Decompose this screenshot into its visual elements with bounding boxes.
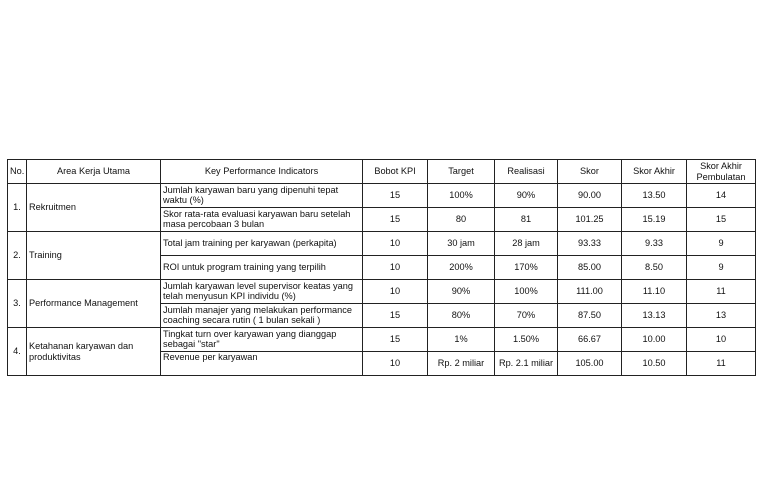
skor-cell: 105.00 — [558, 352, 622, 376]
skor-akhir-cell: 10.00 — [622, 328, 687, 352]
kpi-cell: Jumlah karyawan level supervisor keatas yang telah menyusun KPI individu (%) — [161, 280, 363, 304]
row-number: 4. — [8, 328, 27, 376]
skor-akhir-cell: 13.50 — [622, 184, 687, 208]
header-target: Target — [428, 160, 495, 184]
target-cell: 30 jam — [428, 232, 495, 256]
header-realisasi: Realisasi — [495, 160, 558, 184]
kpi-table — [7, 159, 756, 376]
row-number: 1. — [8, 184, 27, 232]
table-row — [8, 232, 756, 256]
target-cell: 90% — [428, 280, 495, 304]
pembulatan-cell: 13 — [687, 304, 756, 328]
realisasi-cell: 81 — [495, 208, 558, 232]
kpi-cell: Jumlah karyawan baru yang dipenuhi tepat waktu (%) — [161, 184, 363, 208]
pembulatan-cell: 11 — [687, 280, 756, 304]
row-number: 2. — [8, 232, 27, 280]
area-cell: Rekruitmen — [27, 184, 161, 232]
target-cell: 200% — [428, 256, 495, 280]
header-area: Area Kerja Utama — [27, 160, 161, 184]
realisasi-cell: 100% — [495, 280, 558, 304]
skor-cell: 85.00 — [558, 256, 622, 280]
target-cell: Rp. 2 miliar — [428, 352, 495, 376]
pembulatan-cell: 11 — [687, 352, 756, 376]
header-skor-akhir: Skor Akhir — [622, 160, 687, 184]
kpi-cell: Total jam training per karyawan (perkapita) — [161, 232, 363, 256]
realisasi-cell: Rp. 2.1 miliar — [495, 352, 558, 376]
target-cell: 1% — [428, 328, 495, 352]
header-skor: Skor — [558, 160, 622, 184]
table-row — [8, 280, 756, 304]
bobot-cell: 15 — [363, 208, 428, 232]
bobot-cell: 15 — [363, 328, 428, 352]
skor-cell: 66.67 — [558, 328, 622, 352]
realisasi-cell: 28 jam — [495, 232, 558, 256]
header-skor-akhir-pembulatan: Skor Akhir Pembulatan — [687, 160, 756, 184]
realisasi-cell: 90% — [495, 184, 558, 208]
row-number: 3. — [8, 280, 27, 328]
table-row — [8, 328, 756, 352]
target-cell: 100% — [428, 184, 495, 208]
target-cell: 80% — [428, 304, 495, 328]
kpi-cell: Skor rata-rata evaluasi karyawan baru setelah masa percobaan 3 bulan — [161, 208, 363, 232]
pembulatan-cell: 15 — [687, 208, 756, 232]
pembulatan-cell: 9 — [687, 232, 756, 256]
pembulatan-cell: 9 — [687, 256, 756, 280]
target-cell: 80 — [428, 208, 495, 232]
bobot-cell: 15 — [363, 304, 428, 328]
skor-akhir-cell: 13.13 — [622, 304, 687, 328]
header-no: No. — [8, 160, 27, 184]
bobot-cell: 10 — [363, 256, 428, 280]
bobot-cell: 10 — [363, 232, 428, 256]
skor-akhir-cell: 8.50 — [622, 256, 687, 280]
skor-cell: 87.50 — [558, 304, 622, 328]
pembulatan-cell: 14 — [687, 184, 756, 208]
bobot-cell: 10 — [363, 352, 428, 376]
area-cell: Ketahanan karyawan dan produktivitas — [27, 328, 161, 376]
skor-akhir-cell: 11.10 — [622, 280, 687, 304]
pembulatan-cell: 10 — [687, 328, 756, 352]
header-bobot: Bobot KPI — [363, 160, 428, 184]
header-kpi: Key Performance Indicators — [161, 160, 363, 184]
area-cell: Performance Management — [27, 280, 161, 328]
kpi-cell: ROI untuk program training yang terpilih — [161, 256, 363, 280]
bobot-cell: 10 — [363, 280, 428, 304]
area-cell: Training — [27, 232, 161, 280]
skor-cell: 101.25 — [558, 208, 622, 232]
skor-cell: 111.00 — [558, 280, 622, 304]
realisasi-cell: 70% — [495, 304, 558, 328]
skor-akhir-cell: 9.33 — [622, 232, 687, 256]
skor-cell: 93.33 — [558, 232, 622, 256]
header-row — [8, 160, 756, 184]
skor-akhir-cell: 15.19 — [622, 208, 687, 232]
table-row — [8, 184, 756, 208]
realisasi-cell: 170% — [495, 256, 558, 280]
kpi-cell: Tingkat turn over karyawan yang dianggap sebagai "star" — [161, 328, 363, 352]
skor-akhir-cell: 10.50 — [622, 352, 687, 376]
kpi-cell: Jumlah manajer yang melakukan performance coaching secara rutin ( 1 bulan sekali ) — [161, 304, 363, 328]
kpi-cell: Revenue per karyawan — [161, 352, 363, 376]
bobot-cell: 15 — [363, 184, 428, 208]
realisasi-cell: 1.50% — [495, 328, 558, 352]
skor-cell: 90.00 — [558, 184, 622, 208]
